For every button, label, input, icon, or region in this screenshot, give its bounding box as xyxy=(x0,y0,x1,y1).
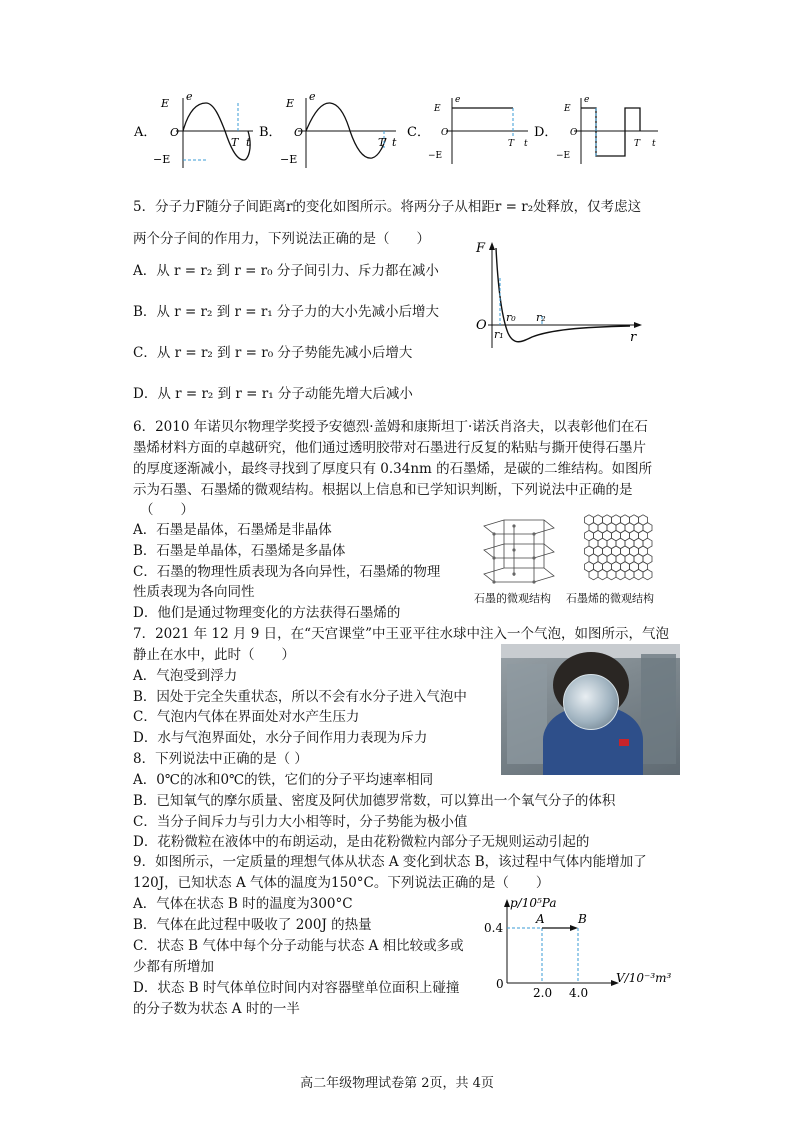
q6-option-b[interactable]: B．石墨是单晶体，石墨烯是多晶体 xyxy=(133,543,346,559)
svg-text:t: t xyxy=(524,139,528,149)
graphene-caption: 石墨烯的微观结构 xyxy=(566,592,654,605)
svg-text:−E: −E xyxy=(280,153,298,166)
q6-option-d[interactable]: D．他们是通过物理变化的方法获得石墨烯的 xyxy=(133,605,401,621)
svg-text:4.0: 4.0 xyxy=(569,986,589,998)
svg-text:−E: −E xyxy=(153,153,171,166)
q5-stem-line1: 5．分子力F随分子间距离r的变化如图所示。将两分子从相距r = r₂处释放，仅考虑这 xyxy=(133,199,642,215)
q6-option-c-line2[interactable]: 性质表现为各向同性 xyxy=(133,584,255,600)
svg-text:T: T xyxy=(508,139,515,149)
svg-text:0: 0 xyxy=(496,977,504,991)
svg-text:O: O xyxy=(476,318,487,333)
svg-text:r₁: r₁ xyxy=(494,328,504,341)
graphene-hexagon xyxy=(607,569,616,579)
graphene-hexagon xyxy=(589,569,598,579)
svg-text:E: E xyxy=(434,104,441,114)
svg-text:0.4: 0.4 xyxy=(484,921,504,935)
svg-text:e: e xyxy=(186,90,193,103)
svg-text:−E: −E xyxy=(556,151,571,161)
q6-stem-line4: 示为石墨、石墨烯的微观结构。根据以上信息和已学知识判断，下列说法中正确的是 xyxy=(133,482,633,498)
graphene-hexagon xyxy=(634,569,643,579)
q7-option-c[interactable]: C．气泡内气体在界面处对水产生压力 xyxy=(133,709,360,725)
q4-option-c[interactable] xyxy=(407,95,528,164)
q8-option-b[interactable]: B．已知氧气的摩尔质量、密度及阿伏加德罗常数，可以算出一个氧气分子的体积 xyxy=(133,793,616,809)
q9-option-b[interactable]: B．气体在此过程中吸收了 200J 的热量 xyxy=(133,917,372,933)
svg-text:O: O xyxy=(294,126,304,139)
svg-text:e: e xyxy=(584,95,590,105)
svg-text:r₀: r₀ xyxy=(506,311,516,324)
q4-option-d[interactable] xyxy=(534,95,658,164)
svg-text:−E: −E xyxy=(428,151,443,161)
q6-option-a[interactable]: A．石墨是晶体，石墨烯是非晶体 xyxy=(133,522,332,538)
q4-option-a-label: A． xyxy=(134,125,157,140)
q5-stem-line2: 两个分子间的作用力，下列说法正确的是（ ） xyxy=(133,231,430,247)
svg-text:t: t xyxy=(652,139,656,149)
svg-text:O: O xyxy=(170,126,180,139)
q5-option-a[interactable]: A．从 r = r₂ 到 r = r₀ 分子间引力、斥力都在减小 xyxy=(133,263,439,279)
graphite-structure-diagram xyxy=(474,516,562,584)
q9-option-d-line1[interactable]: D．状态 B 时气体单位时间内对容器壁单位面积上碰撞 xyxy=(133,980,460,996)
q4-option-b-label: B． xyxy=(259,125,282,140)
q7-stem-line2: 静止在水中，此时（ ） xyxy=(133,647,295,663)
q6-stem-line5: （ ） xyxy=(140,502,194,518)
q7-stem-line1: 7．2021 年 12 月 9 日，在“天宫课堂”中王亚平往水球中注入一个气泡，如图所示，气泡 xyxy=(133,626,669,642)
graphene-structure-diagram xyxy=(583,514,655,586)
q5-option-d[interactable]: D．从 r = r₂ 到 r = r₁ 分子动能先增大后减小 xyxy=(133,386,413,402)
q4-option-a[interactable] xyxy=(133,90,253,168)
q8-option-c[interactable]: C．当分子间斥力与引力大小相等时，分子势能为极小值 xyxy=(133,814,468,830)
svg-text:A: A xyxy=(536,912,545,926)
q8-option-d[interactable]: D．花粉微粒在液体中的布朗运动，是由花粉微粒内部分子无规则运动引起的 xyxy=(133,834,590,850)
graphene-hexagon xyxy=(598,569,607,579)
svg-text:p/10⁵Pa: p/10⁵Pa xyxy=(510,896,557,910)
graphene-hexagon xyxy=(616,569,625,579)
svg-text:e: e xyxy=(309,90,316,103)
svg-text:T: T xyxy=(231,136,239,149)
svg-text:O: O xyxy=(441,128,449,138)
q6-stem-line2: 墨烯材料方面的卓越研究，他们通过透明胶带对石墨进行反复的粘贴与撕开使得石墨片 xyxy=(133,440,646,456)
svg-text:F: F xyxy=(476,241,486,256)
q7-option-d[interactable]: D．水与气泡界面处，水分子间作用力表现为斥力 xyxy=(133,730,428,746)
svg-text:t: t xyxy=(246,136,251,149)
q5-option-b[interactable]: B．从 r = r₂ 到 r = r₁ 分子力的大小先减小后增大 xyxy=(133,304,440,320)
q8-option-a[interactable]: A．0℃的冰和0℃的铁，它们的分子平均速率相同 xyxy=(133,772,434,788)
svg-text:B: B xyxy=(578,912,587,926)
svg-text:E: E xyxy=(286,97,295,110)
graphene-hexagon xyxy=(625,569,634,579)
q4-option-b[interactable] xyxy=(259,90,397,168)
tiangong-water-ball-photo xyxy=(501,644,680,775)
q9-option-c-line1[interactable]: C．状态 B 气体中每个分子动能与状态 A 相比较或多或 xyxy=(133,938,464,954)
q9-option-a[interactable]: A．气体在状态 B 时的温度为300°C xyxy=(133,896,353,912)
svg-text:E: E xyxy=(564,104,571,114)
q9-option-c-line2[interactable]: 少都有所增加 xyxy=(133,959,214,975)
q5-force-graph xyxy=(470,238,645,353)
svg-text:O: O xyxy=(570,128,578,138)
svg-text:t: t xyxy=(392,136,397,149)
svg-text:E: E xyxy=(161,97,170,110)
q4-option-c-label: C． xyxy=(407,125,430,140)
q8-stem: 8．下列说法中正确的是（ ） xyxy=(133,751,308,767)
graphene-hexagon xyxy=(643,569,652,579)
graphite-caption: 石墨的微观结构 xyxy=(474,592,551,605)
q6-option-c-line1[interactable]: C．石墨的物理性质表现为各向异性，石墨烯的物理 xyxy=(133,564,441,580)
q6-stem-line3: 的厚度逐渐减小，最终寻找到了厚度只有 0.34nm 的石墨烯，是碳的二维结构。如图所 xyxy=(133,461,653,477)
page-footer: 高二年级物理试卷第 2页，共 4页 xyxy=(300,1076,494,1091)
q4-options-graphs xyxy=(128,88,668,174)
svg-text:r₂: r₂ xyxy=(536,311,546,324)
q7-option-a[interactable]: A．气泡受到浮力 xyxy=(133,668,238,684)
q9-pv-graph xyxy=(480,893,675,998)
svg-text:T: T xyxy=(378,136,386,149)
q6-stem-line1: 6．2010 年诺贝尔物理学奖授予安德烈·盖姆和康斯坦丁·诺沃肖洛夫，以表彰他们在石 xyxy=(133,419,648,435)
q7-option-b[interactable]: B．因处于完全失重状态，所以不会有水分子进入气泡中 xyxy=(133,689,467,705)
q9-stem-line1: 9．如图所示，一定质量的理想气体从状态 A 变化到状态 B，该过程中气体内能增加了 xyxy=(133,854,647,870)
q4-option-d-label: D． xyxy=(534,125,558,140)
svg-text:T: T xyxy=(634,139,641,149)
svg-text:r: r xyxy=(630,330,637,345)
svg-text:2.0: 2.0 xyxy=(533,986,553,998)
svg-text:e: e xyxy=(455,95,461,105)
q9-option-d-line2[interactable]: 的分子数为状态 A 时的一半 xyxy=(133,1001,300,1017)
q5-option-c[interactable]: C．从 r = r₂ 到 r = r₀ 分子势能先减小后增大 xyxy=(133,345,413,361)
q9-stem-line2: 120J，已知状态 A 气体的温度为150°C。下列说法正确的是（ ） xyxy=(133,875,550,891)
svg-text:V/10⁻³m³: V/10⁻³m³ xyxy=(616,971,672,985)
